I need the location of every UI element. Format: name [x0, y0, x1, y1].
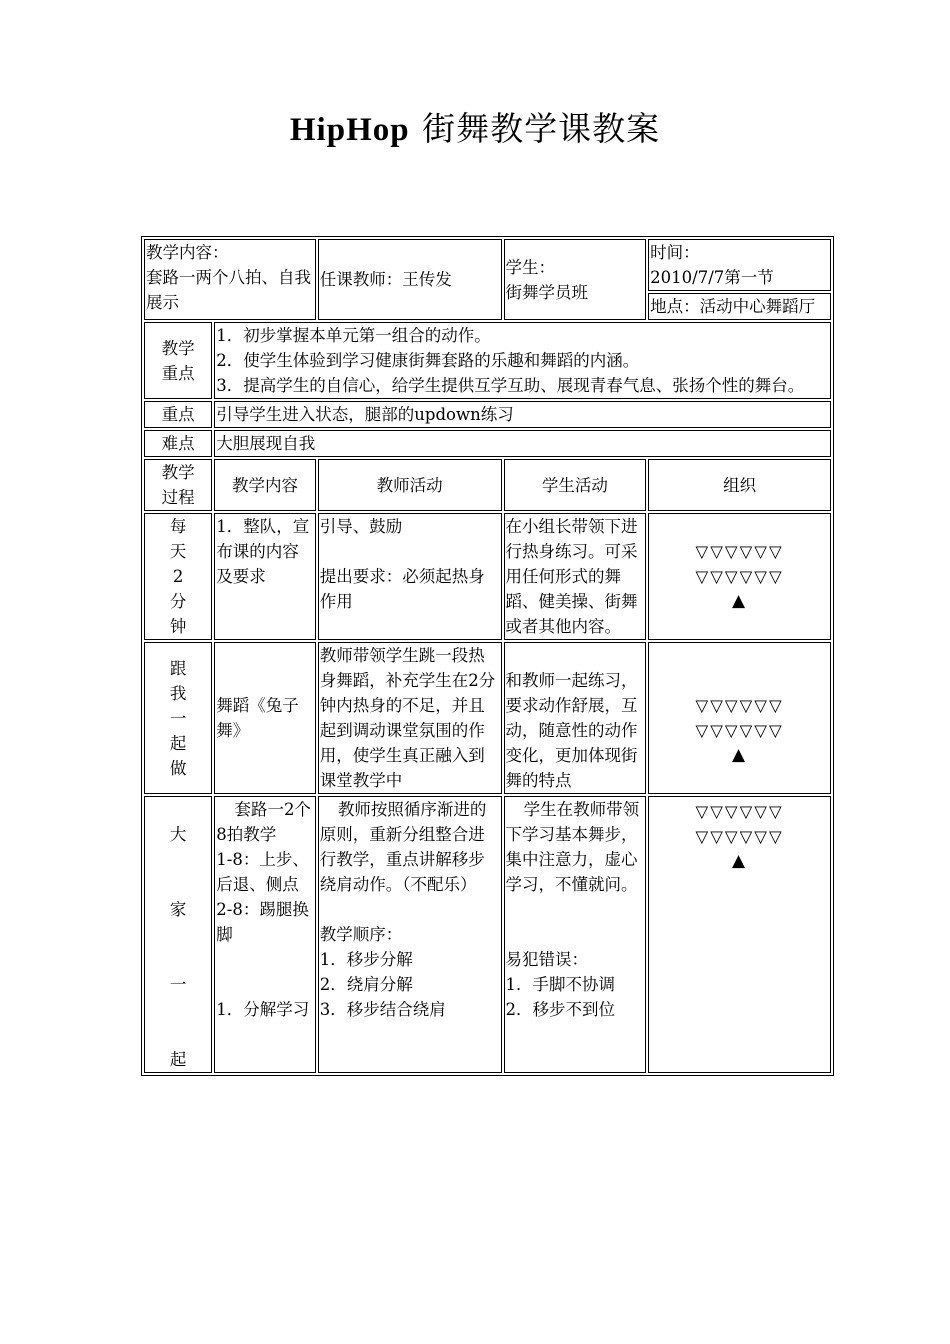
section-org: [648, 513, 831, 640]
title-en: HipHop: [289, 112, 410, 148]
section-row: [144, 796, 831, 1073]
content-label: 教学内容：: [146, 243, 229, 262]
goal-item: 2．使学生体验到学习健康街舞套路的乐趣和舞蹈的内涵。: [216, 351, 640, 370]
teacher-triangle-icon: ▲: [732, 851, 748, 871]
section-org: [648, 642, 831, 794]
section-label: 跟 我 一 起 做: [144, 642, 212, 794]
formation-row: ▽▽▽▽▽▽: [695, 542, 784, 561]
student-cell: [504, 239, 647, 320]
page-title: [0, 103, 950, 150]
col-header-content: 教学内容: [214, 459, 315, 511]
time-cell: [648, 239, 831, 291]
location-cell: 地点：活动中心舞蹈厅: [648, 293, 831, 320]
teacher-cell: 任课教师：王传发: [318, 239, 502, 320]
goals-label: 教学 重点: [144, 322, 212, 399]
title-zh: 街舞教学课教案: [422, 109, 661, 148]
content-cell: [144, 239, 316, 320]
difficulty-value: 大胆展现自我: [214, 430, 831, 457]
col-header-org: 组织: [648, 459, 831, 511]
student-label: 学生：: [505, 257, 556, 277]
formation-row: ▽▽▽▽▽▽: [695, 802, 784, 821]
formation-row: ▽▽▽▽▽▽: [695, 721, 784, 740]
key-point-row: [144, 401, 831, 428]
formation-row: ▽▽▽▽▽▽: [695, 567, 784, 586]
section-teacher: 教师按照循序渐进的原则，重新分组整合进行教学，重点讲解移步绕肩动作。（不配乐） 教学顺序： 1．移步分解 2．绕肩分解 3．移步结合绕肩: [318, 796, 502, 1073]
col-header-student: 学生活动: [504, 459, 647, 511]
teacher-triangle-icon: ▲: [732, 591, 748, 611]
goals-row: [144, 322, 831, 399]
formation-row: ▽▽▽▽▽▽: [695, 827, 784, 846]
section-teacher: 引导、鼓励 提出要求：必须起热身作用: [318, 513, 502, 640]
key-point-value: 引导学生进入状态，腿部的updown练习: [214, 401, 831, 428]
difficulty-label: 难点: [144, 430, 212, 457]
col-header-teacher: 教师活动: [318, 459, 502, 511]
section-label: 每 天 2 分 钟: [144, 513, 212, 640]
section-row: [144, 642, 831, 794]
process-label: 教学 过程: [144, 459, 212, 511]
goal-item: 1．初步掌握本单元第一组合的动作。: [216, 326, 491, 345]
teacher-triangle-icon: ▲: [732, 745, 748, 765]
difficulty-row: [144, 430, 831, 457]
header-row: [144, 239, 831, 291]
goals-list: [214, 322, 831, 399]
section-content: 套路一2个8拍教学 1-8：上步、后退、侧点 2-8：踢腿换脚 1．分解学习: [214, 796, 315, 1073]
section-student: 和教师一起练习，要求动作舒展，互动，随意性的动作变化，更加体现街舞的特点: [504, 642, 647, 794]
content-value: 套路一两个八拍、自我展示: [146, 268, 311, 312]
student-value: 街舞学员班: [505, 282, 589, 302]
section-student: 学生在教师带领下学习基本舞步，集中注意力，虚心学习，不懂就问。 易犯错误： 1．手脚不协调 2．移步不到位: [504, 796, 647, 1073]
process-header-row: [144, 459, 831, 511]
section-label: 大 家 一 起: [144, 796, 212, 1073]
section-content: 1．整队，宣布课的内容及要求: [214, 513, 315, 640]
section-org: [648, 796, 831, 1073]
lesson-plan-table: [141, 236, 834, 1076]
time-label: 时间：: [650, 243, 700, 262]
section-row: [144, 513, 831, 640]
formation-row: ▽▽▽▽▽▽: [695, 696, 784, 715]
time-value: 2010/7/7第一节: [650, 268, 774, 287]
section-student: 在小组长带领下进行热身练习。可采用任何形式的舞蹈、健美操、街舞或者其他内容。: [504, 513, 647, 640]
section-content: 舞蹈《兔子舞》: [214, 642, 315, 794]
key-point-label: 重点: [144, 401, 212, 428]
section-teacher: 教师带领学生跳一段热身舞蹈，补充学生在2分钟内热身的不足，并且起到调动课堂氛围的作用，使学生真正融入到课堂教学中: [318, 642, 502, 794]
goal-item: 3．提高学生的自信心，给学生提供互学互助、展现青春气息、张扬个性的舞台。: [216, 376, 805, 395]
